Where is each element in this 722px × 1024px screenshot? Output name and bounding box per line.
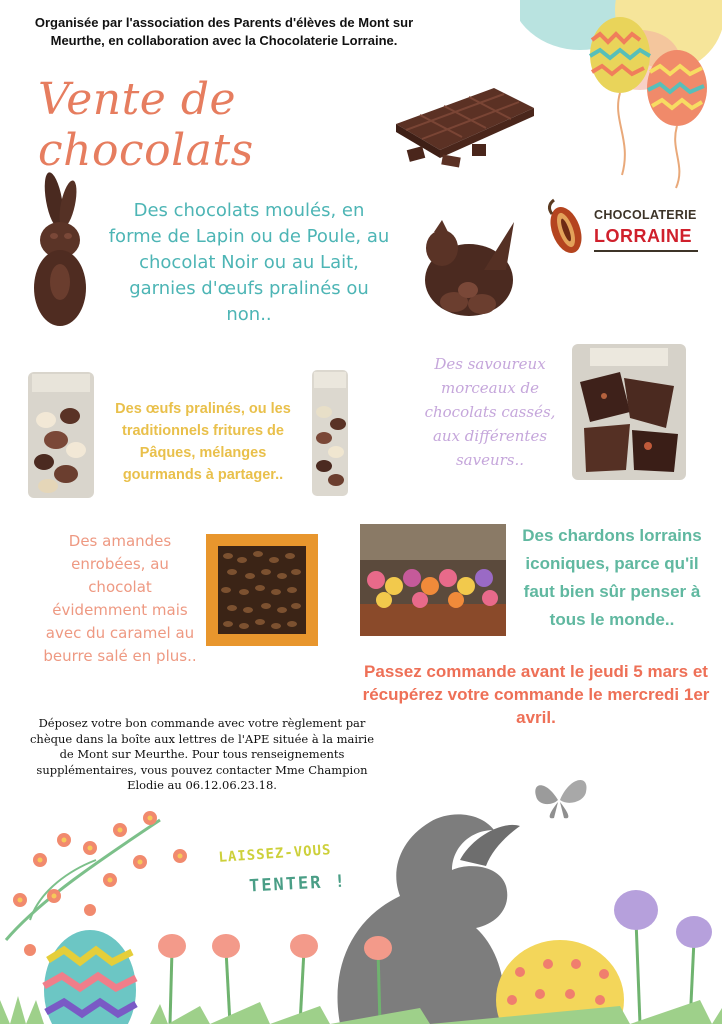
praline-eggs-bag-right	[310, 368, 350, 498]
chocolate-bar-image	[384, 84, 540, 168]
order-instructions-text: Déposez votre bon commande avec votre règlement par chèque dans la boîte aux lettres de l'APE située à la mairie de Mont sur Meurthe. Pour tous renseignements supplémentaires, vous pouvez contacter Mme Champion Elodie au 06.12.06.23.18.	[29, 716, 375, 792]
cocoa-pod-icon	[542, 196, 592, 262]
logo-line-2: LORRAINE	[594, 226, 692, 246]
slogan-line-1: LAISSEZ-VOUS	[218, 842, 332, 866]
page-title: Vente de chocolats	[38, 74, 254, 176]
organiser-header: Organisée par l'association des Parents d'élèves de Mont sur Meurthe, en collaboration avec la Chocolaterie Lorraine.	[34, 15, 414, 48]
coated-almonds-text: Des amandes enrobées, au chocolat évidemment mais avec du caramel au beurre salé en plus..	[43, 532, 197, 665]
slogan-line-2: TENTER !	[248, 871, 348, 897]
order-deadline-text: Passez commande avant le jeudi 5 mars et récupérez votre commande le mercredi 1er avril.	[362, 662, 710, 727]
broken-chocolate-bag-image	[570, 342, 688, 482]
praline-eggs-text: Des œufs pralinés, ou les traditionnels fritures de Pâques, mélanges gourmands à partager..	[115, 401, 291, 483]
chardons-display-image	[360, 524, 506, 636]
chardons-text: Des chardons lorrains iconiques, parce qu'il faut bien sûr penser à tous le monde..	[522, 526, 702, 629]
chocolaterie-lorraine-logo	[542, 196, 702, 262]
broken-chocolate-text: Des savoureux morceaux de chocolats cassés, aux différentes saveurs..	[424, 355, 556, 469]
chocolate-rabbit-image	[24, 170, 94, 330]
chocolate-hen-image	[414, 210, 524, 324]
balloons-illustration	[520, 0, 722, 190]
coated-almonds-box-image	[206, 534, 318, 646]
moulded-chocolates-text: Des chocolats moulés, en forme de Lapin ou de Poule, au chocolat Noir ou au Lait, garnies d'œufs pralinés ou non..	[108, 200, 390, 325]
praline-eggs-bag-left	[26, 370, 96, 500]
logo-underline	[594, 250, 698, 252]
easter-garden-illustration	[0, 800, 722, 1024]
logo-line-1: CHOCOLATERIE	[594, 208, 697, 222]
